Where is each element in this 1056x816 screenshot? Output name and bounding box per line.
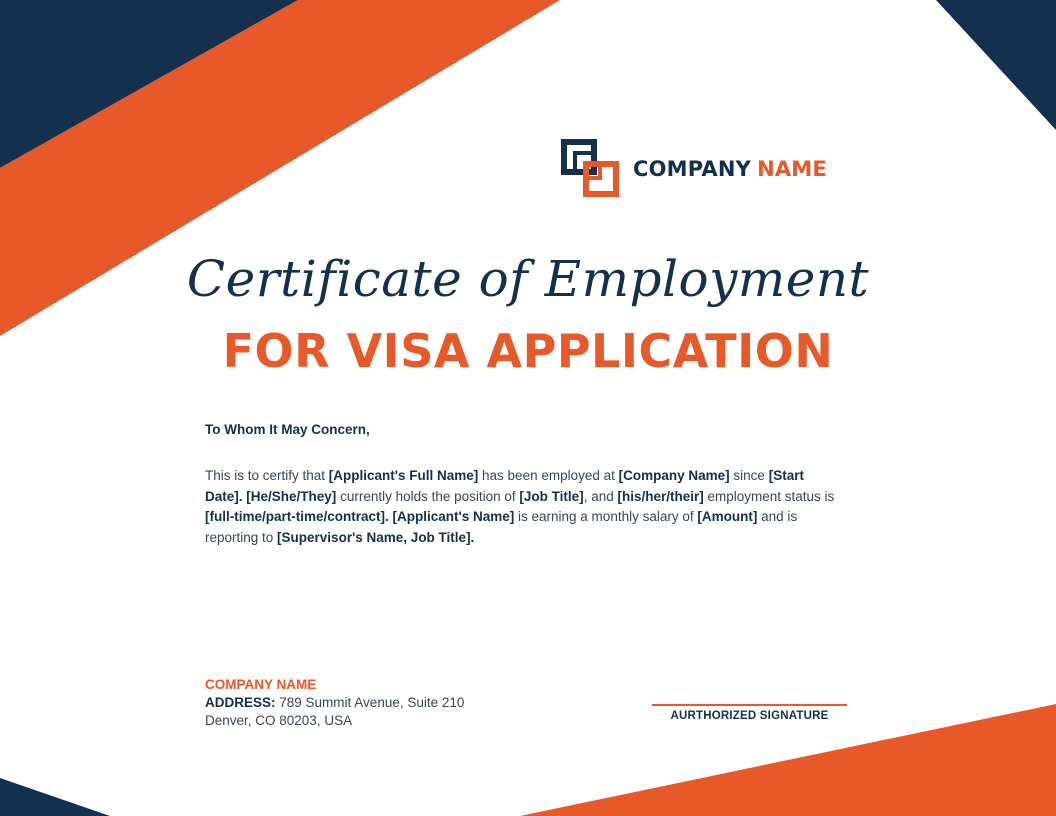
placeholder-field: [Start Date]. <box>205 468 804 504</box>
certificate-title-main: FOR VISA APPLICATION <box>222 324 834 378</box>
address-line-2: Denver, CO 80203, USA <box>205 713 353 728</box>
salutation: To Whom It May Concern, <box>205 422 370 437</box>
placeholder-field: [Applicant's Name] <box>392 509 515 524</box>
placeholder-field: [Applicant's Full Name] <box>328 468 479 483</box>
navy-corner-bottom-left <box>0 778 110 816</box>
body-text-segment: employment status is <box>703 488 835 504</box>
body-text-segment: since <box>729 468 769 483</box>
company-name-logo-text <box>633 157 827 181</box>
company-brand <box>561 139 827 199</box>
address-label: ADDRESS: <box>205 695 276 710</box>
placeholder-field: [Job Title] <box>519 488 584 504</box>
company-word-2: NAME <box>757 157 827 181</box>
certificate-title-script: Certificate of Employment <box>186 250 870 308</box>
address-street: 789 Summit Avenue, Suite 210 <box>275 695 465 710</box>
placeholder-field: [Amount] <box>697 509 758 524</box>
placeholder-field: [full-time/part-time/contract]. <box>205 509 389 524</box>
company-word-1: COMPANY <box>633 157 752 181</box>
body-text-segment: , and <box>583 488 618 504</box>
body-text-segment: has been employed at <box>478 468 619 483</box>
footer-company-name: COMPANY NAME <box>205 677 317 692</box>
address-line-1 <box>205 695 464 710</box>
signature-label: AURTHORIZED SIGNATURE <box>670 710 829 722</box>
placeholder-field: [Company Name] <box>618 468 730 483</box>
body-text-segment: and is reporting to <box>205 509 798 545</box>
certification-body-text <box>205 466 845 548</box>
placeholder-field: [his/her/their] <box>617 488 704 504</box>
body-text-segment: This is to certify that <box>205 468 329 483</box>
signature-line <box>652 704 847 706</box>
placeholder-field: [Supervisor's Name, Job Title]. <box>277 529 475 545</box>
body-text-segment: is earning a monthly salary of <box>514 509 698 524</box>
body-text-segment: currently holds the position of <box>336 488 520 504</box>
interlocking-squares-icon <box>561 139 621 199</box>
placeholder-field: [He/She/They] <box>246 488 337 504</box>
navy-corner-top-right <box>936 0 1056 130</box>
